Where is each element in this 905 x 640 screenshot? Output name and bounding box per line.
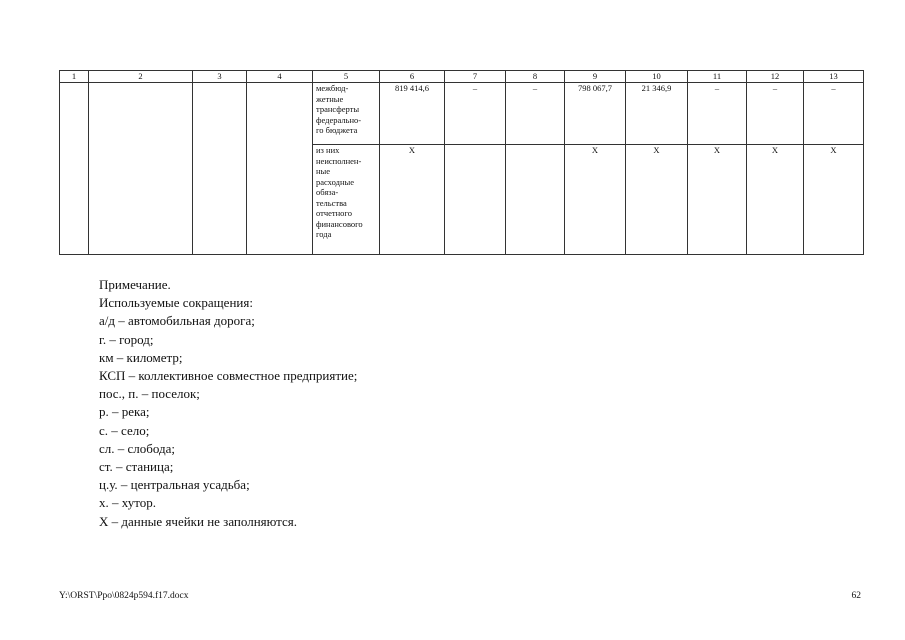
value-cell: X bbox=[688, 145, 747, 255]
abbreviation-item: пос., п. – поселок; bbox=[99, 386, 200, 402]
note-title: Примечание. bbox=[99, 277, 171, 292]
header-cell: 2 bbox=[89, 71, 193, 83]
row-label-line: расходные bbox=[316, 176, 354, 187]
abbreviation-item: а/д – автомобильная дорога; bbox=[99, 313, 255, 329]
table-cell-empty bbox=[193, 83, 247, 255]
table-header-row bbox=[60, 71, 864, 83]
row-label-line: трансферты bbox=[316, 104, 360, 114]
value-cell: – bbox=[688, 83, 747, 145]
header-cell: 4 bbox=[247, 71, 313, 83]
header-cell: 12 bbox=[747, 71, 804, 83]
value-cell: – bbox=[506, 83, 565, 145]
value-cell: X bbox=[565, 145, 626, 255]
table-cell-empty bbox=[89, 83, 193, 255]
value-cell: X bbox=[804, 145, 864, 255]
row-label-line: неисполнен- bbox=[316, 155, 362, 166]
abbreviation-item: с. – село; bbox=[99, 422, 150, 438]
header-cell: 6 bbox=[380, 71, 445, 83]
value-cell: 819 414,6 bbox=[380, 83, 445, 145]
abbreviation-item: г. – город; bbox=[99, 331, 154, 347]
header-cell: 11 bbox=[688, 71, 747, 83]
abbreviation-item: ст. – станица; bbox=[99, 459, 174, 475]
row-label-line: межбюд- bbox=[316, 83, 349, 93]
value-cell: X bbox=[747, 145, 804, 255]
header-cell: 3 bbox=[193, 71, 247, 83]
row-label-line: года bbox=[316, 229, 332, 239]
value-cell: 798 067,7 bbox=[565, 83, 626, 145]
row-label-line: го бюджета bbox=[316, 125, 358, 135]
row-label-line: федерально- bbox=[316, 114, 362, 125]
abbreviation-item: КСП – коллективное совместное предприятие; bbox=[99, 368, 358, 384]
abbreviation-item: х. – хутор. bbox=[99, 495, 157, 511]
row-label-line: из них bbox=[316, 145, 340, 155]
row-label-line: тельства bbox=[316, 197, 347, 208]
footer-file-path: Y:\ORST\Ppo\0824p594.f17.docx bbox=[59, 591, 189, 601]
value-cell bbox=[445, 145, 506, 255]
header-cell: 1 bbox=[60, 71, 89, 83]
value-cell: – bbox=[804, 83, 864, 145]
value-cell: 21 346,9 bbox=[626, 83, 688, 145]
value-cell bbox=[506, 145, 565, 255]
row-label-line: финансового bbox=[316, 218, 363, 229]
header-cell: 8 bbox=[506, 71, 565, 83]
abbreviation-item: ц.у. – центральная усадьба; bbox=[99, 477, 250, 493]
row-label-line: отчетного bbox=[316, 208, 352, 218]
header-cell: 5 bbox=[313, 71, 380, 83]
abbreviation-item: X – данные ячейки не заполняются. bbox=[99, 513, 298, 529]
value-cell: X bbox=[380, 145, 445, 255]
header-cell: 13 bbox=[804, 71, 864, 83]
abbreviations-note bbox=[99, 276, 357, 531]
table-cell-empty bbox=[60, 83, 89, 255]
row-label-line: обяза- bbox=[316, 187, 339, 197]
abbreviation-item: км – километр; bbox=[99, 349, 183, 365]
abbreviation-item: сл. – слобода; bbox=[99, 440, 176, 456]
table-row bbox=[60, 83, 864, 145]
value-cell: – bbox=[747, 83, 804, 145]
row-label-cell bbox=[313, 83, 380, 145]
header-cell: 10 bbox=[626, 71, 688, 83]
page-number: 62 bbox=[851, 591, 861, 601]
table-cell-empty bbox=[247, 83, 313, 255]
value-cell: – bbox=[445, 83, 506, 145]
budget-table bbox=[59, 70, 864, 255]
row-label-line: ные bbox=[316, 166, 331, 176]
header-cell: 7 bbox=[445, 71, 506, 83]
row-label-cell bbox=[313, 145, 380, 255]
abbreviation-item: р. – река; bbox=[99, 404, 150, 420]
value-cell: X bbox=[626, 145, 688, 255]
header-cell: 9 bbox=[565, 71, 626, 83]
note-subtitle: Используемые сокращения: bbox=[99, 295, 253, 311]
row-label-line: жетные bbox=[316, 93, 344, 104]
